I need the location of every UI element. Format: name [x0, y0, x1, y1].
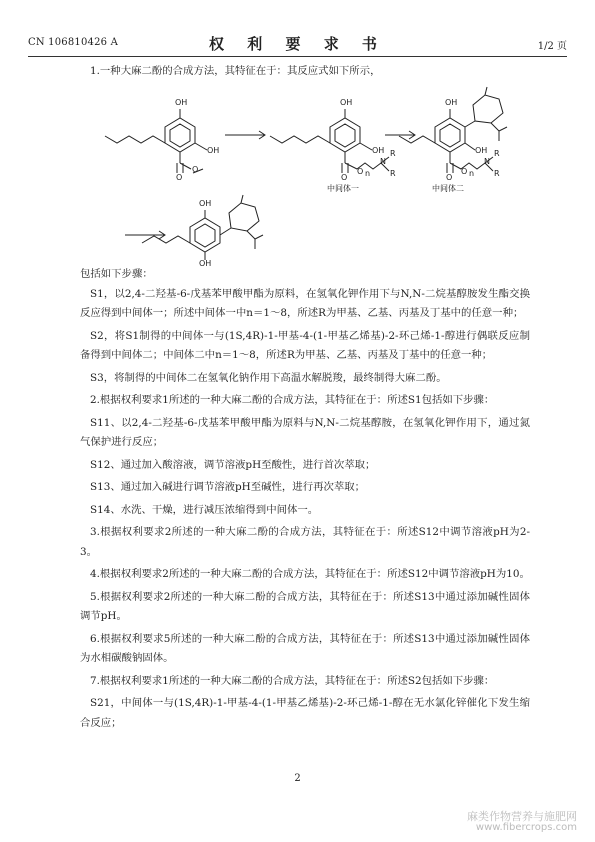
- claim-6: 6.根据权利要求5所述的一种大麻二酚的合成方法，其特征在于：所述S13中通过添加碱性固体为水相碳酸钠固体。: [80, 632, 530, 664]
- step-s2: S2，将S1制得的中间体一与(1S,4R)-1-甲基-4-(1-甲基乙烯基)-2-环己烯-1-醇进行偶联反应制备得到中间体二；中间体二中n＝1～8，所述R为甲基、乙基、丙基及丁基中的任意一种；: [80, 329, 530, 361]
- steps-intro: 包括如下步骤：: [80, 268, 153, 280]
- o-label: O: [357, 167, 364, 176]
- step-s11: S11、以2,4-二羟基-6-戊基苯甲酸甲酯为原料与N,N-二烷基醇胺，在氢氧化钾作用下，通过氮气保护进行反应；: [80, 416, 530, 448]
- intermediate-2-label: 中间体二: [432, 184, 464, 193]
- claim-2: 2.根据权利要求1所述的一种大麻二酚的合成方法，其特征在于：所述S1包括如下步骤：: [90, 394, 495, 406]
- reaction-scheme: [95, 85, 515, 275]
- o-label: O: [176, 173, 183, 182]
- oh-label: OH: [199, 199, 212, 208]
- step-s1: S1，以2,4-二羟基-6-戊基苯甲酸甲酯为原料，在氢氧化钾作用下与N,N-二烷基醇胺发生酯交换反应得到中间体一；所述中间体一中n＝1～8，所述R为甲基、乙基、丙基及丁基中的任意一种；: [80, 287, 530, 319]
- claim-1-intro: 1.一种大麻二酚的合成方法，其特征在于：其反应式如下所示，: [90, 65, 381, 77]
- r-label: R: [494, 169, 500, 178]
- starting-material-structure: [105, 109, 207, 173]
- oh-label: OH: [340, 98, 353, 107]
- o-label: O: [341, 173, 348, 182]
- oh-label: OH: [372, 146, 385, 155]
- o-label: O: [192, 165, 199, 174]
- r-label: R: [494, 149, 500, 158]
- oh-label: OH: [445, 98, 458, 107]
- step-s13: S13、通过加入碱进行调节溶液pH至碱性，进行再次萃取；: [90, 481, 366, 493]
- step-s3: S3，将制得的中间体二在氢氧化钠作用下高温水解脱羧，最终制得大麻二酚。: [90, 371, 447, 384]
- r-label: R: [390, 169, 396, 178]
- step-s21: S21，中间体一与(1S,4R)-1-甲基-4-(1-甲基乙烯基)-2-环己烯-1-醇在无水氯化锌催化下发生缩合反应；: [80, 697, 530, 729]
- r-label: R: [390, 149, 396, 158]
- step-s14: S14、水洗、干燥，进行减压浓缩得到中间体一。: [90, 503, 319, 516]
- intermediate-1-structure: [270, 109, 389, 173]
- intermediate-1-label: 中间体一: [327, 184, 359, 193]
- n-subscript-label: n: [469, 169, 475, 178]
- n-label: N: [380, 157, 386, 166]
- page-header: [0, 33, 595, 53]
- claims-body: [80, 265, 530, 736]
- oh-label: OH: [207, 146, 220, 155]
- claim-3: 3.根据权利要求2所述的一种大麻二酚的合成方法，其特征在于：所述S12中调节溶液pH为2-3。: [80, 526, 530, 558]
- watermark-text: 麻类作物营养与施肥网: [467, 810, 577, 823]
- doc-title: 权 利 要 求 书: [209, 35, 386, 53]
- claims-intro: [80, 62, 530, 82]
- header-divider: [28, 56, 567, 57]
- n-subscript-label: n: [365, 169, 371, 178]
- page-info: 1/2 页: [537, 41, 567, 52]
- oh-label: OH: [199, 259, 212, 268]
- doc-number: CN 106810426 A: [28, 37, 119, 48]
- o-label: O: [446, 173, 453, 182]
- oh-label: OH: [175, 98, 188, 107]
- o-label: O: [461, 167, 468, 176]
- n-label: N: [484, 157, 490, 166]
- claim-5: 5.根据权利要求2所述的一种大麻二酚的合成方法，其特征在于：所述S13中通过添加碱性固体调节pH。: [80, 590, 530, 622]
- step-s12: S12、通过加入酸溶液，调节溶液pH至酸性，进行首次萃取；: [90, 458, 376, 471]
- watermark-url: www.fibercrops.com: [475, 822, 577, 833]
- claim-7: 7.根据权利要求1所述的一种大麻二酚的合成方法，其特征在于：所述S2包括如下步骤：: [90, 674, 495, 687]
- oh-label: OH: [475, 146, 488, 155]
- page-number: 2: [294, 773, 301, 784]
- claim-4: 4.根据权利要求2所述的一种大麻二酚的合成方法，其特征在于：所述S12中调节溶液pH为10。: [90, 568, 530, 580]
